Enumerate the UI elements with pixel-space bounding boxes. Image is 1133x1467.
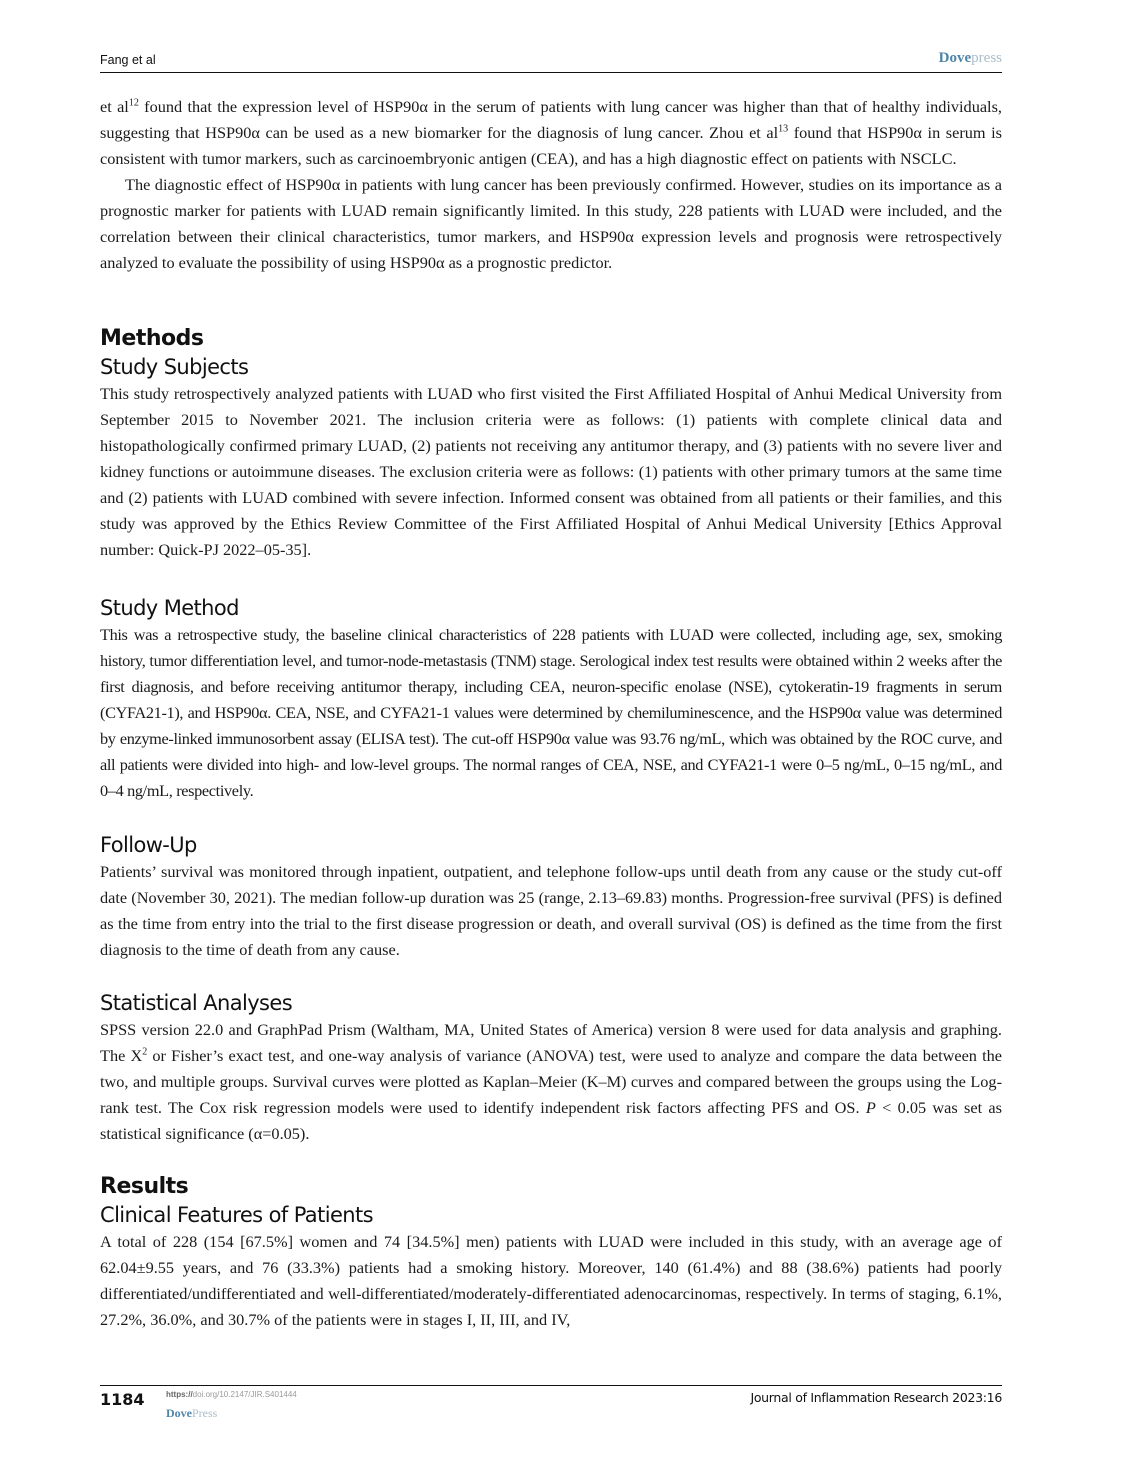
statistical-heading: Statistical Analyses [100,991,293,1015]
intro-section [100,94,1002,276]
doi-link[interactable]: https://doi.org/10.2147/JIR.S401444 [166,1390,297,1399]
dovepress-logo[interactable]: Dovepress [938,50,1002,66]
results-section [100,1174,1002,1333]
clinical-features-text: A total of 228 (154 [67.5%] women and 74 [34.5%] men) patients with LUAD were included in this study, with an average age of 62.04±9.55 years, and 76 (33.3%) patients had a smoking history. Moreover, 140 (61.4%) and 88 (38.6%) patients had poorly differentiated/undifferentiated and well-differentiated/moderately-differentiated adenocarcinomas, respectively. In terms of staging, 6.1%, 27.2%, 36.0%, and 30.7% of the patients were in stages I, II, III, and IV, [100,1232,1002,1329]
running-head-author: Fang et al [100,53,156,67]
page-number: 1184 [100,1390,145,1409]
methods-section [100,326,1002,563]
follow-up-heading: Follow-Up [100,833,197,857]
intro-paragraph-2: The diagnostic effect of HSP90α in patients with lung cancer has been previously confirmed. However, studies on its importance as a prognostic marker for patients with LUAD remain significantly limited. In this study, 228 patients with LUAD were included, and the correlation between their clinical characteristics, tumor markers, and HSP90α expression levels and prognosis were retrospectively analyzed to evaluate the possibility of using HSP90α as a prognostic predictor. [100,175,1002,272]
journal-citation: Journal of Inflammation Research 2023:16 [750,1390,1002,1405]
methods-heading: Methods [100,326,204,351]
follow-up-section [100,831,1002,963]
follow-up-text: Patients’ survival was monitored through inpatient, outpatient, and telephone follow-ups until death from any cause or the study cut-off date (November 30, 2021). The median follow-up duration was 25 (range, 2.13–69.83) months. Progression-free survival (PFS) is defined as the time from entry into the trial to the first disease progression or death, and overall survival (OS) is defined as the time from the first diagnosis to the time of death from any cause. [100,862,1002,959]
page [100,0,1002,1467]
citation-13[interactable]: 13 [778,123,789,135]
study-method-section [100,594,1002,804]
statistical-section [100,989,1002,1147]
clinical-features-heading: Clinical Features of Patients [100,1203,373,1227]
page-footer [100,1385,1002,1426]
results-heading: Results [100,1174,189,1199]
intro-paragraph-1: et $al^{12}$ found that the expression level of HSP90α in the serum of patients with lung cancer was higher than that of healthy individuals, suggesting that HSP90α can be used as a new biomarker for the diagnosis of lung cancer. Zhou et $al^{13}$ found that HSP90α in serum is consistent with tumor markers, such as carcinoembryonic antigen (CEA), and has a high diagnostic effect on patients with NSCLC. [100,97,1003,168]
study-method-text: This was a retrospective study, the baseline clinical characteristics of 228 patients with LUAD were collected, including age, sex, smoking history, tumor differentiation level, and tumor-node-metastasis (TNM) stage. Serological index test results were obtained within 2 weeks after the first diagnosis, and before receiving antitumor therapy, including CEA, neuron-specific enolase (NSE), cytokeratin-19 fragments in serum (CYFA21-1), and HSP90α. CEA, NSE, and CYFA21-1 values were determined by chemiluminescence, and the HSP90α value was determined by enzyme-linked immunosorbent assay (ELISA test). The cut-off HSP90α value was 93.76 ng/mL, which was obtained by the ROC curve, and all patients were divided into high- and low-level groups. The normal ranges of CEA, NSE, and CYFA21-1 were 0–5 ng/mL, 0–15 ng/mL, and 0–4 ng/mL, respectively. [100,625,1002,800]
statistical-text: SPSS version 22.0 and GraphPad Prism (Waltham, MA, United States of America) version 8 were used for data analysis and graphing. The $X^2$ or Fisher’s exact test, and one-way analysis of variance (ANOVA) test, were used to analyze and compare the data between the two, and multiple groups. Survival curves were plotted as Kaplan–Meier (K–M) curves and compared between the groups using the Log-rank test. The Cox risk regression models were used to identify independent risk factors affecting PFS and OS. P < 0.05 was set as statistical significance (α=0.05). [100,1020,1003,1143]
footer-dovepress-logo[interactable]: DovePress [166,1406,218,1420]
study-method-heading: Study Method [100,596,239,620]
citation-12[interactable]: 12 [128,97,139,109]
study-subjects-text: This study retrospectively analyzed patients with LUAD who first visited the First Affiliated Hospital of Anhui Medical University from September 2015 to November 2021. The inclusion criteria were as follows: (1) patients with complete clinical data and histopathologically confirmed primary LUAD, (2) patients not receiving any antitumor therapy, and (3) patients with no severe liver and kidney functions or autoimmune diseases. The exclusion criteria were as follows: (1) patients with other primary tumors at the same time and (2) patients with LUAD combined with severe infection. Informed consent was obtained from all patients or their families, and this study was approved by the Ethics Review Committee of the First Affiliated Hospital of Anhui Medical University [Ethics Approval number: Quick-PJ 2022–05-35]. [100,384,1002,559]
study-subjects-heading: Study Subjects [100,355,249,379]
running-head [100,52,1002,73]
